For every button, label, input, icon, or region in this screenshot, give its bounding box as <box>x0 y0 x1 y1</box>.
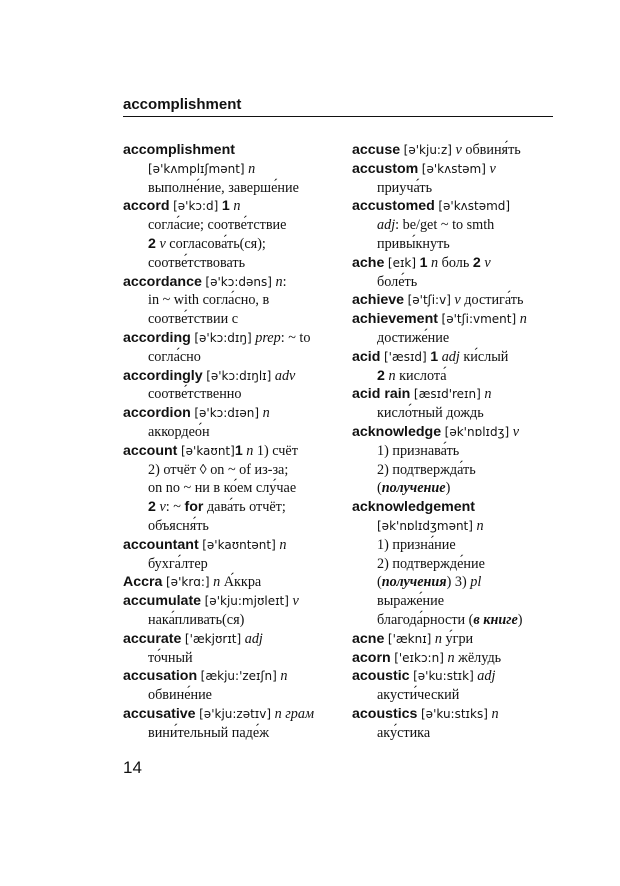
headword: accumulate <box>123 593 202 610</box>
page-number: 14 <box>123 758 142 777</box>
entry-text: кисло́тный дождь <box>377 405 484 422</box>
grammar-label: n <box>491 705 499 722</box>
entry-text: у́гри <box>442 630 474 647</box>
entry-continuation-line <box>123 649 338 668</box>
entry-continuation-line <box>123 160 338 179</box>
entry-text: ) 3) <box>446 574 471 591</box>
grammar-label: v <box>159 499 166 516</box>
entry-text: аккордео́н <box>148 423 210 440</box>
entry-continuation-line <box>123 461 338 480</box>
entry-text: достиже́ние <box>377 329 450 346</box>
entry-line <box>352 649 557 668</box>
entry-text: соотве́тствии с <box>148 311 239 328</box>
entry-continuation-line <box>123 291 338 310</box>
entry-continuation-line <box>123 611 338 630</box>
sense-number: 2 <box>148 499 156 516</box>
sense-number: 1 <box>430 348 439 365</box>
sense-number: 1 <box>419 254 428 271</box>
headword: accordingly <box>123 367 203 384</box>
transcription: [eɪk] <box>387 255 417 270</box>
entry-line <box>123 667 338 686</box>
entry-text: обвиня́ть <box>461 142 521 158</box>
entry-line <box>123 630 338 649</box>
transcription: [ə'kju:mjʊleɪt] <box>204 594 289 609</box>
entry-continuation-line <box>352 724 557 743</box>
headword: accusative <box>123 705 196 722</box>
sense-number: 2 <box>377 367 385 384</box>
entry-continuation-line <box>352 216 557 235</box>
entry-text: А́ккра <box>220 574 262 591</box>
entry-continuation-line <box>352 329 557 348</box>
entry-text: соотве́тствовать <box>148 254 246 271</box>
entry-text: благода́рности ( <box>377 611 474 628</box>
entry-line <box>352 385 557 404</box>
transcription: [ə'kju:z] <box>403 143 452 157</box>
transcription: [ə'tʃi:vment] <box>441 312 517 327</box>
entry-text: 2) подтвержде́ние <box>377 555 485 572</box>
entry-text: аку́стика <box>377 724 431 741</box>
transcription: [ə'ku:stɪk] <box>413 669 474 684</box>
transcription: [ək'nɒlɪdʒ] <box>444 424 510 439</box>
grammar-label: n <box>275 273 283 290</box>
grammar-label: n <box>262 405 270 422</box>
headword: according <box>123 329 191 346</box>
entry-continuation-line <box>352 179 557 198</box>
entry-text: дава́ть отчёт; <box>203 499 286 516</box>
grammar-label: n <box>246 442 254 459</box>
entry-text: нака́пливать(ся) <box>148 611 245 628</box>
entry-line <box>352 197 557 216</box>
entry-text: ) <box>517 611 523 628</box>
headword: accordion <box>123 405 191 422</box>
entry-continuation-line <box>123 479 338 498</box>
transcription: ['æsɪd] <box>383 349 427 364</box>
grammar-label: n <box>213 574 221 591</box>
transcription: [ə'kaʊnt] <box>180 443 235 458</box>
entry-line <box>352 310 557 329</box>
entry-line <box>352 348 557 367</box>
entry-line <box>352 254 557 273</box>
entry-text: 1) призна́ние <box>377 536 456 553</box>
sense-number: 2 <box>148 235 156 252</box>
headword: accustom <box>352 160 419 177</box>
grammar-label: n грам <box>274 705 315 722</box>
entry-continuation-line <box>352 686 557 705</box>
entry-line <box>352 291 557 310</box>
grammar-label: v <box>454 292 461 309</box>
entry-line <box>123 329 338 348</box>
grammar-label: n <box>279 536 287 553</box>
grammar-label: v <box>512 423 520 440</box>
entry-continuation-line <box>123 498 338 517</box>
transcription: [ækju:'zeɪʃn] <box>200 669 277 684</box>
entry-text: 1) признава́ть <box>377 442 460 459</box>
grammar-label: adj <box>377 217 396 234</box>
transcription: [ə'tʃi:v] <box>407 293 451 308</box>
entry-text: ( <box>377 574 382 591</box>
headword: accusation <box>123 668 198 685</box>
entry-text: кислота́ <box>395 367 447 384</box>
transcription: [ə'kɔ:d] <box>173 199 219 214</box>
transcription: [ək'nɒlɪdʒmənt] <box>377 518 473 533</box>
entry-line <box>123 273 338 292</box>
headword: accomplishment <box>123 142 235 158</box>
headword: acid <box>352 348 381 365</box>
entry-continuation-line <box>123 686 338 705</box>
headword: ache <box>352 254 385 271</box>
transcription: [ə'kɔ:dɪŋlɪ] <box>206 368 272 383</box>
entry-continuation-line <box>352 404 557 423</box>
entry-text: : be/get ~ to smth <box>395 217 495 234</box>
headword: accustomed <box>352 198 435 215</box>
grammar-label: v <box>489 160 496 177</box>
grammar-label: v <box>292 593 299 610</box>
transcription: ['æknɪ] <box>387 631 432 646</box>
entry-continuation-line <box>352 555 557 574</box>
entry-text: 2) подтвержда́ть <box>377 461 476 478</box>
entry-continuation-line <box>352 461 557 480</box>
sense-number: 2 <box>472 254 481 271</box>
entry-continuation-line <box>123 423 338 442</box>
entry-text: акусти́ческий <box>377 687 460 704</box>
entry-line <box>352 705 557 724</box>
entry-line <box>123 442 338 461</box>
transcription: [ə'kju:zətɪv] <box>199 706 272 721</box>
grammar-label: adj <box>477 668 496 685</box>
entry-text: 2) отчёт ◊ on ~ of из-за; <box>148 461 289 478</box>
headword: acoustic <box>352 668 410 685</box>
grammar-label: n <box>476 517 484 534</box>
running-header: accomplishment <box>123 96 553 117</box>
headword: achieve <box>352 292 405 309</box>
headword: acknowledge <box>352 423 442 440</box>
sense-number: 1 <box>234 442 243 459</box>
grammar-label: n <box>388 367 396 384</box>
headword: acorn <box>352 649 391 666</box>
entry-text: вини́тельный паде́ж <box>148 724 269 741</box>
transcription: [ə'kʌmplɪʃmənt] <box>148 161 245 176</box>
grammar-label: n <box>248 160 256 177</box>
headword: acoustics <box>352 705 418 722</box>
entry-continuation-line <box>352 517 557 536</box>
transcription: ['eɪkɔ:n] <box>394 650 444 665</box>
headword: achievement <box>352 311 438 328</box>
entry-text: 1) счёт <box>253 442 298 459</box>
grammar-label: n <box>434 630 442 647</box>
headword: acknowledgement <box>352 499 475 516</box>
transcription: [æsɪd'reɪn] <box>413 387 481 402</box>
entry-continuation-line <box>123 348 338 367</box>
entry-line <box>123 197 338 216</box>
entry-text: ( <box>377 480 382 497</box>
headword: account <box>123 442 178 459</box>
entry-continuation-line <box>352 611 557 630</box>
grammar-label: n <box>447 649 455 666</box>
entry-line <box>352 667 557 686</box>
usage-note: получения <box>381 574 447 591</box>
transcription: [ə'kɔ:dɪən] <box>194 406 260 421</box>
entry-text: достига́ть <box>460 292 524 309</box>
headword: Accra <box>123 574 163 591</box>
entry-line <box>352 630 557 649</box>
entry-text: соотве́тственно <box>148 386 242 403</box>
entry-continuation-line <box>123 310 338 329</box>
grammar-label: v <box>484 254 491 271</box>
entry-line <box>123 592 338 611</box>
grammar-label: pl <box>470 574 482 591</box>
entry-continuation-line <box>352 235 557 254</box>
grammar-label: adj <box>244 630 263 647</box>
transcription: [ə'kʌstəmd] <box>438 199 511 214</box>
transcription: [ə'kaʊntənt] <box>202 537 276 552</box>
entry-continuation-line <box>352 367 557 386</box>
sense-number: 1 <box>221 198 230 215</box>
entry-continuation-line <box>352 442 557 461</box>
usage-note: получение <box>381 480 446 497</box>
entry-line <box>352 423 557 442</box>
transcription: [ə'krɑ:] <box>166 575 210 590</box>
entry-continuation-line <box>352 592 557 611</box>
entry-continuation-line <box>123 254 338 273</box>
grammar-label: v <box>455 142 462 158</box>
entry-text: согла́сие; соотве́тствие <box>148 217 287 234</box>
entry-text: боле́ть <box>377 273 418 290</box>
entry-line <box>123 367 338 386</box>
entry-text: жёлудь <box>454 649 502 666</box>
transcription: ['ækjʊrɪt] <box>184 631 242 646</box>
entry-line <box>123 141 338 160</box>
entry-continuation-line <box>123 179 338 198</box>
dictionary-column-right <box>352 141 557 743</box>
headword: accurate <box>123 630 182 647</box>
entry-text: : ~ to <box>280 329 311 346</box>
grammar-label: n <box>519 311 527 328</box>
grammar-label: n <box>484 386 492 403</box>
grammar-label: prep <box>255 329 281 346</box>
entry-text: приуча́ть <box>377 179 433 196</box>
entry-text: ) <box>445 480 451 497</box>
entry-text: : <box>282 273 287 290</box>
entry-continuation-line <box>352 536 557 555</box>
usage-note: в книге <box>473 611 518 628</box>
entry-text: : ~ <box>165 499 185 516</box>
entry-text: привы́кнуть <box>377 235 450 252</box>
entry-line <box>123 536 338 555</box>
headword: accord <box>123 198 170 215</box>
entry-text: согласова́ть(ся); <box>165 235 266 252</box>
entry-continuation-line <box>352 479 557 498</box>
grammar-label: n <box>431 254 439 271</box>
entry-continuation-line <box>123 555 338 574</box>
transcription: [ə'ku:stɪks] <box>421 706 488 721</box>
entry-continuation-line <box>123 517 338 536</box>
entry-text: in ~ with согла́сно, в <box>148 292 270 309</box>
headword: accuse <box>352 142 401 158</box>
transcription: [ə'kɔ:dɪŋ] <box>194 330 252 345</box>
grammar-label: n <box>280 668 288 685</box>
transcription: [ə'kʌstəm] <box>421 161 486 176</box>
entry-line <box>352 498 557 517</box>
entry-text: то́чный <box>148 649 193 666</box>
entry-continuation-line <box>352 573 557 592</box>
entry-text: бухга́лтер <box>148 555 208 572</box>
entry-text: on no ~ ни в ко́ем слу́чае <box>148 480 297 497</box>
dictionary-column-left <box>123 141 338 743</box>
entry-continuation-line <box>123 235 338 254</box>
headword: accordance <box>123 273 202 290</box>
grammar-label: n <box>233 198 241 215</box>
entry-text: выраже́ние <box>377 593 445 610</box>
grammar-label: adv <box>274 367 296 384</box>
entry-text: согла́сно <box>148 348 201 365</box>
entry-line <box>123 573 338 592</box>
headword: accountant <box>123 536 199 553</box>
headword: acne <box>352 630 385 647</box>
entry-continuation-line <box>123 385 338 404</box>
entry-text: ки́слый <box>459 348 509 365</box>
entry-line <box>123 705 338 724</box>
entry-continuation-line <box>123 216 338 235</box>
grammar-label: adj <box>441 348 460 365</box>
transcription: [ə'kɔ:dəns] <box>205 274 272 289</box>
entry-continuation-line <box>123 724 338 743</box>
grammar-label: v <box>159 235 166 252</box>
entry-continuation-line <box>352 273 557 292</box>
phrase-keyword: for <box>184 499 204 516</box>
entry-line <box>352 141 557 160</box>
entry-text: выполне́ние, заверше́ние <box>148 179 299 196</box>
entry-text: боль <box>438 254 473 271</box>
headword: acid rain <box>352 386 411 403</box>
entry-text: объясня́ть <box>148 517 209 534</box>
entry-text: обвине́ние <box>148 687 212 704</box>
entry-line <box>123 404 338 423</box>
entry-line <box>352 160 557 179</box>
